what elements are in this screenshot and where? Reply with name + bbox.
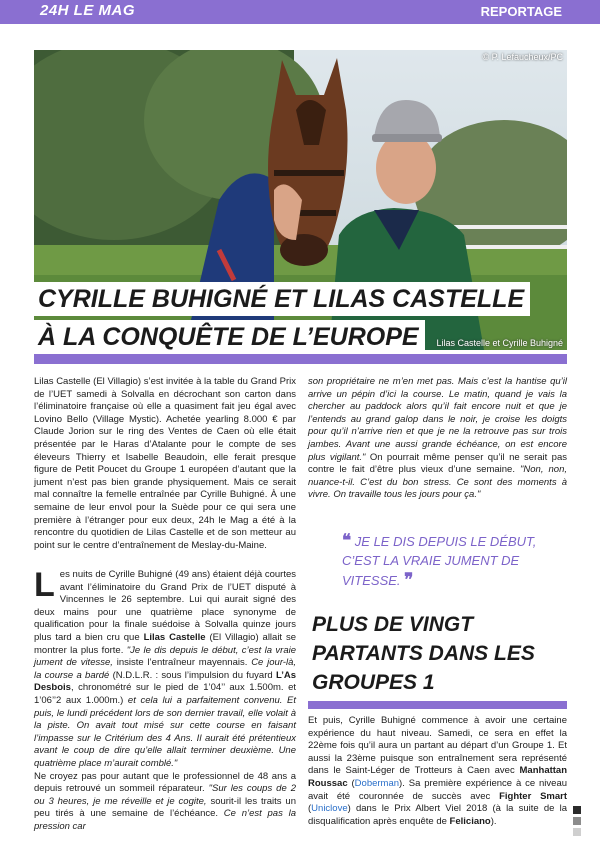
body-text: dans le Prix Albert Viel 2018 (à la suite de la disqualification après enquête de — [308, 803, 568, 827]
horse-name: Lilas Castelle — [143, 631, 206, 643]
body-text: Et puis, Cyrille Buhigné commence à avoir une certaine expérience du haut niveau. Samedi, ce sera en effet la 22ème fois qu’il aura un partant au départ d’un Groupe 1. Et aussi la 23ème puisque son entraînement sera représenté dans le Saint-Léger de Trotteurs à Caen avec — [308, 715, 567, 777]
body-right-column-top — [308, 376, 567, 502]
body-text: Sa première expérience à ce niveau avait été couronnée de succès avec — [308, 777, 568, 802]
headline-line-1: CYRILLE BUHIGNÉ ET LILAS CASTELLE — [34, 282, 530, 316]
quote-text: "Je le dis depuis le début, c’est la vraie jument de vitesse, — [34, 644, 297, 669]
paren: ) — [347, 803, 351, 815]
decor-square-dark — [573, 806, 581, 814]
body-text: On pourrait même penser qu’il ne serait pas contre le fait d’être plus vieux d’une semaine. — [308, 451, 567, 476]
body-text: (N.D.L.R. : sous l’impulsion du fuyard — [112, 669, 273, 681]
body-text: sourit-il les traits un peu tirés à une semaine de l’échéance. — [34, 795, 296, 820]
body-text: es nuits de Cyrille Buhigné (49 ans) étaient déjà courtes avant l’éliminatoire du Grand Prix de l’UET disputé à Vincennes le 26 septembre. Lui qui aurait signé des deux mains pour une quatrième place synonyme de qualification pour la finale suédoise à Solvalla quinze jours plus tard a bien cru que — [34, 569, 296, 643]
body-text: Ne croyez pas pour autant que le professionnel de 48 ans a depuis retrouvé un sommeil réparateur. — [34, 770, 296, 795]
headline-line-2: À LA CONQUÊTE DE L’EUROPE — [34, 320, 425, 354]
paren: ( — [351, 777, 355, 789]
quote-text: Ce n’est pas la pression car — [34, 808, 296, 832]
paren: ). — [399, 777, 405, 789]
body-text: insiste l’entraîneur mayennais. — [116, 657, 248, 669]
quote-text: et cela lui a parfaitement convenu. Et puis, le lundi précédent lors de son dernier travail, elle volait à la piste. On avait tout misé sur cette course en faisant l’impasse sur le Critérium des 4 Ans. Il aurait été prétentieux avant le coup de dire qu’elle allait terminer deuxième. Une quatrième place m’aurait comblé." — [34, 694, 296, 769]
horse-name: Fighter Smart — [499, 790, 567, 802]
decor-square-mid — [573, 817, 581, 825]
body-left-column — [34, 566, 297, 833]
sire-name: Doberman — [354, 777, 400, 789]
body-text: ). — [490, 815, 497, 827]
quote-text: "Sur les coups de 2 ou 3 heures, je me réveille et je cogite, — [34, 783, 297, 807]
quote-text: "Non, non, nuance-t-il. C’est du bon stress. Ce sont des moments à vivre. On travaille tous les jours pour ça." — [308, 464, 568, 501]
pull-quote-text: JE LE DIS DEPUIS LE DÉBUT, C’EST LA VRAIE JUMENT DE VITESSE. — [342, 534, 537, 588]
horse-name: Feliciano — [449, 815, 491, 827]
pull-quote — [342, 531, 542, 590]
body-text: , chronométré sur le pied de 1’04’’ aux 1.500m. et 1’06’’2 aux 1.000m.) — [34, 682, 296, 706]
close-quote-icon: ❞ — [404, 570, 414, 589]
body-right-column-bottom — [308, 715, 567, 828]
headline — [34, 282, 530, 358]
top-banner — [0, 0, 600, 24]
drop-cap: L — [34, 566, 55, 604]
open-quote-icon: ❝ — [342, 531, 352, 550]
intro-text: Lilas Castelle (El Villagio) s’est invitée à la table du Grand Prix de l’UET samedi à Solvalla en décrochant son carton dans l’éliminatoire française où elle a quasiment fait jeu égal avec Lovino Bello (Village Mystic). Achetée yearling 8.000 € par Claude Jorion sur le ring des Ventes de Caen où elle était présentée par le Haras d’Atalante pour le compte de ses éleveurs Thierry et Isabelle Beaudoin, elle ferait presque figure de Petit Poucet du Groupe 1 européen d’autant que la jument n’est pas bien grande physiquement. Mais ce serait mal connaître la femelle entraînée par Cyrille Buhigné. À une semaine de leur envol pour la Suède pour ce qui sera une première à l’étranger pour eux deux, 24h le Mag a été à la rencontre du quotidien de Lilas Castelle et de son metteur au point sur le centre d’entraînement de Meslay-du-Maine. — [34, 376, 296, 551]
intro-paragraph — [34, 376, 296, 552]
horse-name: Manhattan Roussac — [308, 765, 568, 789]
sire-name: Uniclove — [311, 803, 348, 815]
subheading-divider — [308, 701, 567, 709]
section-label: REPORTAGE — [480, 4, 562, 19]
headline-divider — [34, 354, 567, 364]
body-text: (El Villagio) allait se montrer la plus forte. — [34, 631, 297, 656]
paren: ( — [308, 803, 312, 815]
section-subheading: PLUS DE VINGT PARTANTS DANS LES GROUPES 1 — [312, 613, 535, 694]
photo-credit: © P. Lefaucheux/PC — [482, 52, 563, 62]
quote-text: Ce jour-là, la course a bardé — [34, 657, 297, 681]
quote-text: son propriétaire ne m’en met pas. Mais c’est la hantise qu’il arrive un pépin d’ici la course. Le matin, quand je vais la chercher au paddock alors qu’il fait encore nuit et que je l’entends au grand galop dans le noir, je croise les doigts pour qu’il n’arrive rien et que je ne la retrouve pas sur trois jambes. Avant une aussi grande échéance, on est encore plus vigilant." — [308, 376, 567, 463]
magazine-name: 24H LE MAG — [40, 2, 136, 19]
decor-square-light — [573, 828, 581, 836]
horse-name: L’As Desbois — [34, 669, 297, 694]
photo-caption: Lilas Castelle et Cyrille Buhigné — [436, 338, 563, 348]
